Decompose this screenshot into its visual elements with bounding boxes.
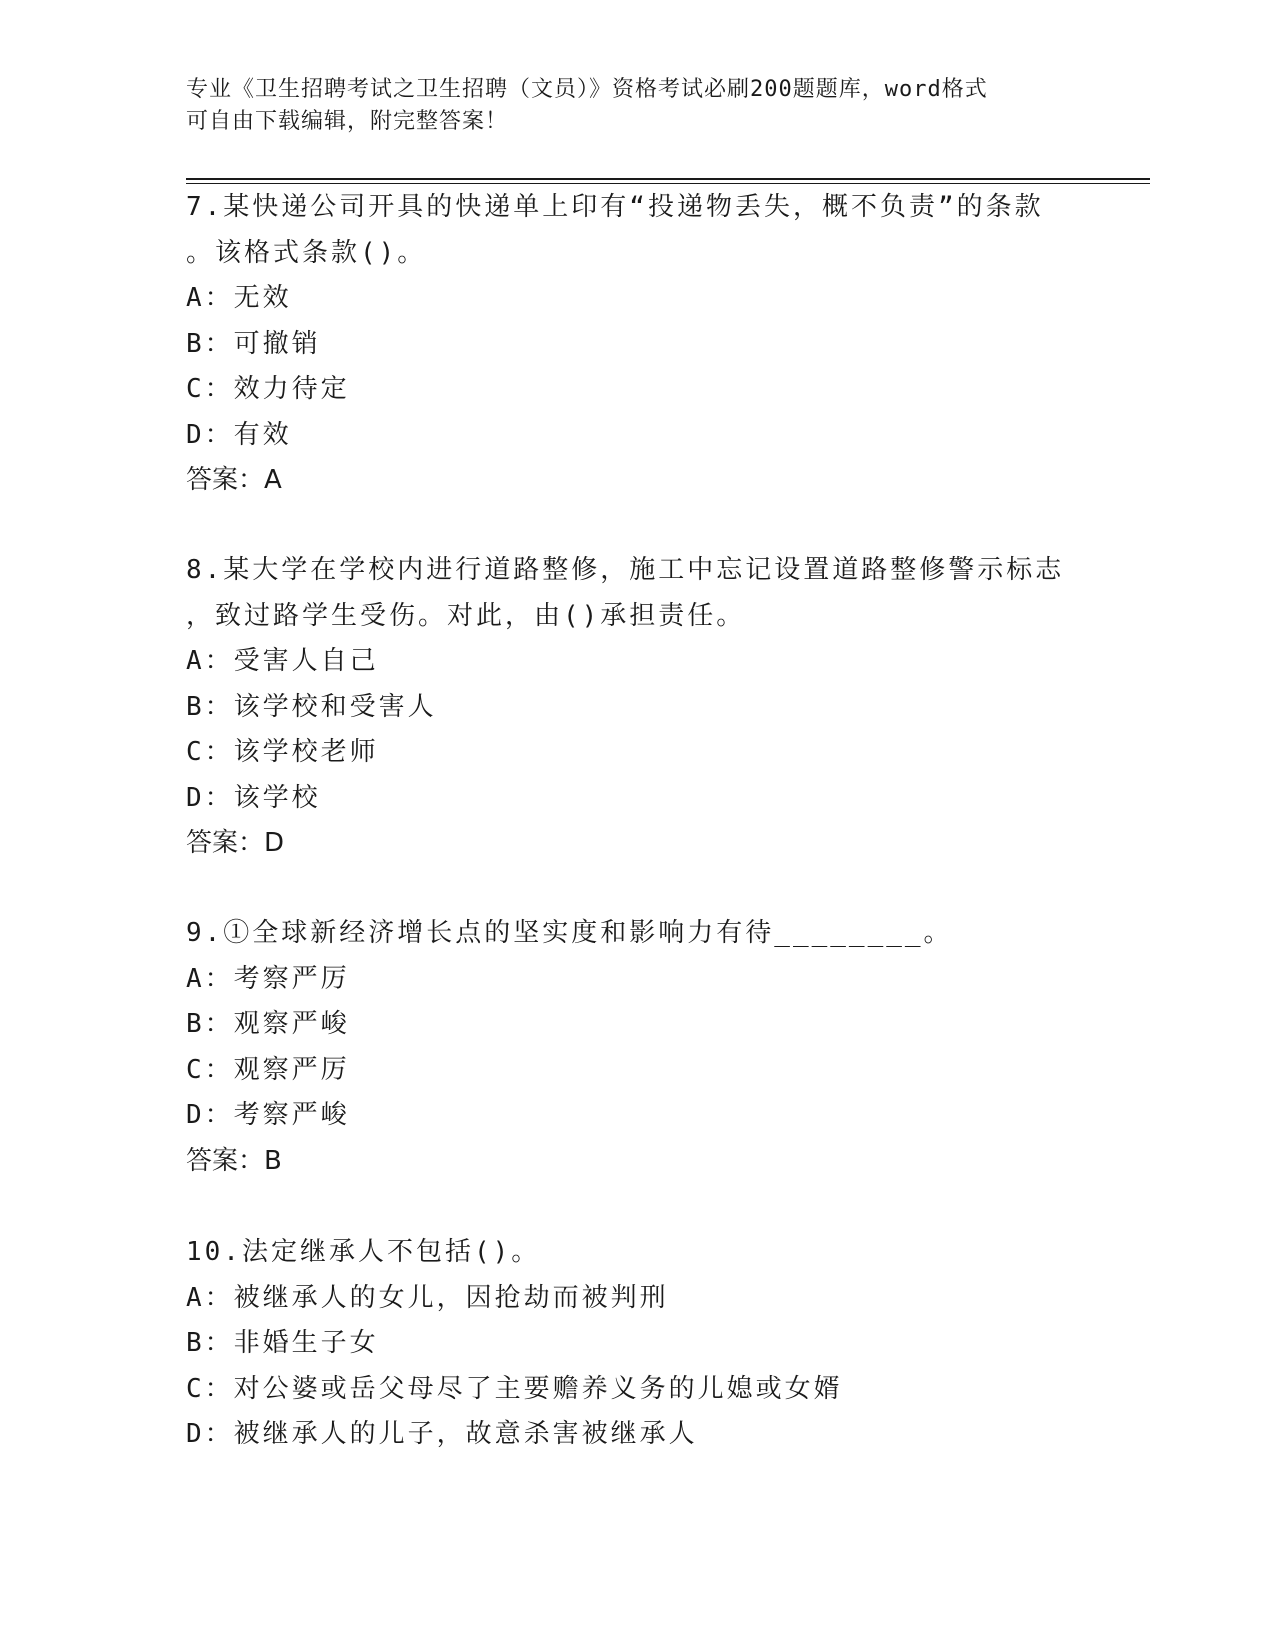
option-b: B：可撤销 xyxy=(186,328,321,359)
document-header xyxy=(186,74,1066,138)
option-c: C：观察严厉 xyxy=(186,1054,350,1085)
question-stem-line: 9.①全球新经济增长点的坚实度和影响力有待________。 xyxy=(186,918,953,948)
option-a: A：被继承人的女儿，因抢劫而被判刑 xyxy=(186,1282,669,1313)
question-stem-line: 。该格式条款()。 xyxy=(186,237,427,268)
question-8 xyxy=(186,548,1086,867)
option-c: C：该学校老师 xyxy=(186,737,379,767)
option-b: B：该学校和受害人 xyxy=(186,691,437,722)
question-stem-line: 8.某大学在学校内进行道路整修，施工中忘记设置道路整修警示标志 xyxy=(186,555,1065,585)
header-divider-thick xyxy=(186,178,1150,180)
question-stem-line: 7.某快递公司开具的快递单上印有“投递物丢失，概不负责”的条款 xyxy=(186,192,1044,222)
option-a: A：受害人自己 xyxy=(186,646,379,676)
answer-line: 答案：B xyxy=(186,1145,282,1176)
header-line-1: 专业《卫生招聘考试之卫生招聘（文员）》资格考试必刷200题题库，word格式 xyxy=(186,77,988,102)
header-line-2: 可自由下载编辑，附完整答案！ xyxy=(186,109,509,134)
question-9 xyxy=(186,911,1086,1184)
answer-line: 答案：A xyxy=(186,465,282,495)
option-a: A：考察严厉 xyxy=(186,963,350,994)
option-d: D：有效 xyxy=(186,419,292,450)
question-stem-line: ，致过路学生受伤。对此，由()承担责任。 xyxy=(186,600,746,631)
option-c: C：对公婆或岳父母尽了主要赡养义务的儿媳或女婿 xyxy=(186,1373,843,1404)
option-b: B：观察严峻 xyxy=(186,1009,350,1039)
question-stem-line: 10.法定继承人不包括()。 xyxy=(186,1237,541,1267)
question-10 xyxy=(186,1230,1086,1458)
option-c: C：效力待定 xyxy=(186,374,350,404)
answer-line: 答案：D xyxy=(186,828,285,858)
option-d: D：被继承人的儿子，故意杀害被继承人 xyxy=(186,1419,698,1449)
option-d: D：考察严峻 xyxy=(186,1100,350,1130)
option-d: D：该学校 xyxy=(186,782,321,813)
option-b: B：非婚生子女 xyxy=(186,1328,379,1358)
question-7 xyxy=(186,185,1086,504)
header-divider-thin xyxy=(186,183,1150,184)
option-a: A：无效 xyxy=(186,283,292,313)
